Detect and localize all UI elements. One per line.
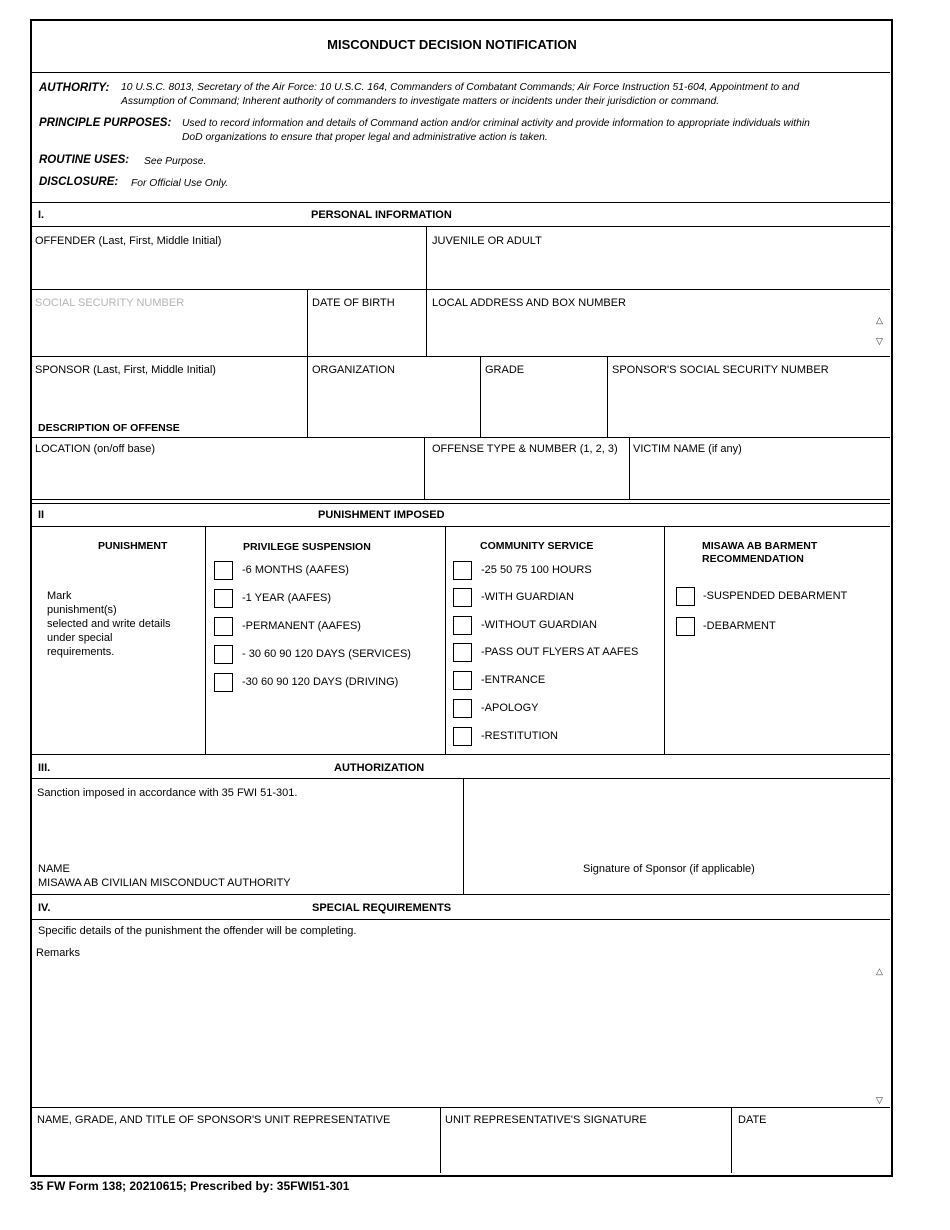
sponsor-signature-label: Signature of Sponsor (if applicable) (583, 863, 755, 875)
privilege-item: -6 MONTHS (AAFES) (242, 564, 349, 576)
divider (31, 919, 890, 920)
unit-rep-label: NAME, GRADE, AND TITLE OF SPONSOR'S UNIT REPRESENTATIVE (37, 1114, 391, 1126)
checkbox-community-restitution[interactable] (453, 727, 472, 746)
checkbox-community-with-guardian[interactable] (453, 588, 472, 607)
form-title: MISCONDUCT DECISION NOTIFICATION (327, 37, 577, 52)
sponsor-label: SPONSOR (Last, First, Middle Initial) (35, 364, 216, 376)
divider (31, 499, 890, 500)
privilege-item: -30 60 90 120 DAYS (DRIVING) (242, 676, 399, 688)
section-1-number: I. (38, 209, 45, 221)
punishment-note (47, 589, 171, 659)
divider (31, 72, 890, 73)
punishment-note-line: punishment(s) (47, 604, 117, 616)
checkbox-privilege-permanent[interactable] (214, 617, 233, 636)
sanction-text: Sanction imposed in accordance with 35 FWI 51-301. (37, 787, 298, 799)
disclosure-text: For Official Use Only. (131, 178, 229, 189)
community-item: -APOLOGY (481, 702, 539, 714)
divider (664, 526, 665, 754)
divider (629, 437, 630, 499)
location-label: LOCATION (on/off base) (35, 443, 156, 455)
section-2-number: II (38, 509, 45, 521)
section-3-number: III. (38, 762, 51, 774)
grade-label: GRADE (485, 364, 525, 376)
scroll-up-icon[interactable]: △ (876, 966, 883, 976)
community-item: -PASS OUT FLYERS AT AAFES (481, 646, 639, 658)
ssn-field[interactable] (33, 312, 303, 352)
location-field[interactable] (33, 458, 420, 496)
section-1-title: PERSONAL INFORMATION (311, 209, 452, 221)
divider (31, 356, 890, 357)
privilege-item: -PERMANENT (AAFES) (242, 620, 361, 632)
community-item: -ENTRANCE (481, 674, 546, 686)
divider (31, 226, 890, 227)
sponsor-ssn-label: SPONSOR'S SOCIAL SECURITY NUMBER (612, 364, 829, 376)
divider (463, 778, 464, 894)
divider (424, 437, 425, 499)
organization-label: ORGANIZATION (312, 364, 395, 376)
offender-field[interactable] (33, 250, 423, 286)
authority-text-2: Assumption of Command; Inherent authority of commanders to investigate matters or incidents under their jurisdiction or command. (121, 96, 720, 107)
date-label: DATE (738, 1114, 767, 1126)
sponsor-signature-field[interactable] (467, 782, 885, 860)
divider (31, 1107, 890, 1108)
offender-label: OFFENDER (Last, First, Middle Initial) (35, 235, 222, 247)
section-3-title: AUTHORIZATION (334, 762, 425, 774)
address-field[interactable] (430, 312, 870, 352)
divider (31, 289, 890, 290)
sponsor-field[interactable] (33, 379, 303, 415)
punishment-note-line: requirements. (47, 646, 115, 658)
checkbox-suspended-debarment[interactable] (676, 587, 695, 606)
section-2-title: PUNISHMENT IMPOSED (318, 509, 445, 521)
authority-label: AUTHORITY: (39, 82, 110, 94)
divider (31, 894, 890, 895)
juvenile-adult-label: JUVENILE OR ADULT (432, 235, 542, 247)
purposes-text-1: Used to record information and details of Command action and/or criminal activity and provide information to appropriate individuals within (182, 118, 810, 129)
divider (205, 526, 206, 754)
community-item: -RESTITUTION (481, 730, 558, 742)
privilege-header: PRIVILEGE SUSPENSION (243, 541, 371, 553)
organization-field[interactable] (310, 379, 476, 434)
checkbox-community-flyers[interactable] (453, 643, 472, 662)
barment-header-1: MISAWA AB BARMENT (702, 540, 818, 552)
scroll-down-icon[interactable]: ▽ (876, 336, 883, 346)
sponsor-ssn-field[interactable] (610, 379, 885, 434)
barment-item: -DEBARMENT (703, 620, 776, 632)
special-details-text: Specific details of the punishment the offender will be completing. (38, 925, 357, 937)
community-item: -WITHOUT GUARDIAN (481, 619, 597, 631)
divider (607, 356, 608, 437)
juvenile-adult-field[interactable] (430, 250, 885, 286)
punishment-note-line: Mark (47, 590, 72, 602)
name-label: NAME (38, 863, 70, 875)
community-item: -WITH GUARDIAN (481, 591, 574, 603)
dob-field[interactable] (310, 312, 422, 352)
divider (31, 437, 890, 438)
divider (31, 503, 890, 504)
grade-field[interactable] (483, 379, 603, 434)
unit-rep-field[interactable] (35, 1130, 435, 1170)
checkbox-community-without-guardian[interactable] (453, 616, 472, 635)
checkbox-privilege-services[interactable] (214, 645, 233, 664)
divider (445, 526, 446, 754)
checkbox-privilege-6-months[interactable] (214, 561, 233, 580)
purposes-text-2: DoD organizations to ensure that proper legal and administrative action is taken. (182, 132, 548, 143)
divider (31, 526, 890, 527)
punishment-note-line: under special (47, 632, 113, 644)
scroll-down-icon[interactable]: ▽ (876, 1095, 883, 1105)
remarks-field[interactable] (34, 962, 868, 1104)
victim-field[interactable] (632, 458, 886, 496)
unit-rep-signature-label: UNIT REPRESENTATIVE'S SIGNATURE (445, 1114, 647, 1126)
ssn-label: SOCIAL SECURITY NUMBER (35, 297, 185, 309)
barment-item: -SUSPENDED DEBARMENT (703, 590, 848, 602)
punishment-note-line: selected and write details (47, 618, 171, 630)
offense-type-field[interactable] (430, 458, 626, 496)
unit-rep-signature-field[interactable] (444, 1130, 728, 1170)
disclosure-label: DISCLOSURE: (39, 176, 119, 188)
checkbox-privilege-1-year[interactable] (214, 589, 233, 608)
punishment-header: PUNISHMENT (98, 540, 168, 552)
barment-header-2: RECOMMENDATION (702, 553, 804, 565)
community-header: COMMUNITY SERVICE (480, 540, 594, 552)
purposes-label: PRINCIPLE PURPOSES: (39, 117, 172, 129)
community-item: -25 50 75 100 HOURS (481, 564, 592, 576)
divider (307, 289, 308, 437)
section-4-title: SPECIAL REQUIREMENTS (312, 902, 452, 914)
authority-text-1: 10 U.S.C. 8013, Secretary of the Air Force: 10 U.S.C. 164, Commanders of Combatant Commands; Air Force Instruction 51-604, Appointment to and (121, 82, 800, 93)
remarks-label: Remarks (36, 947, 81, 959)
divider (731, 1107, 732, 1173)
scroll-up-icon[interactable]: △ (876, 315, 883, 325)
section-4-number: IV. (38, 902, 51, 914)
routine-text: See Purpose. (144, 156, 207, 167)
checkbox-community-hours[interactable] (453, 561, 472, 580)
divider (480, 356, 481, 437)
description-offense-label: DESCRIPTION OF OFFENSE (38, 422, 180, 434)
checkbox-community-entrance[interactable] (453, 671, 472, 690)
divider (31, 202, 890, 203)
privilege-item: - 30 60 90 120 DAYS (SERVICES) (242, 648, 411, 660)
privilege-item: -1 YEAR (AAFES) (242, 592, 332, 604)
address-label: LOCAL ADDRESS AND BOX NUMBER (432, 297, 626, 309)
offense-type-label: OFFENSE TYPE & NUMBER (1, 2, 3) (432, 443, 618, 455)
divider (426, 226, 427, 356)
checkbox-privilege-driving[interactable] (214, 673, 233, 692)
authority-name: MISAWA AB CIVILIAN MISCONDUCT AUTHORITY (38, 877, 291, 889)
dob-label: DATE OF BIRTH (312, 297, 395, 309)
checkbox-debarment[interactable] (676, 617, 695, 636)
checkbox-community-apology[interactable] (453, 699, 472, 718)
victim-label: VICTIM NAME (if any) (633, 443, 742, 455)
divider (31, 778, 890, 779)
routine-label: ROUTINE USES: (39, 154, 130, 166)
divider (31, 754, 890, 755)
form-footer: 35 FW Form 138; 20210615; Prescribed by: 35FWI51-301 (30, 1179, 350, 1193)
divider (440, 1107, 441, 1173)
date-field[interactable] (735, 1130, 885, 1170)
